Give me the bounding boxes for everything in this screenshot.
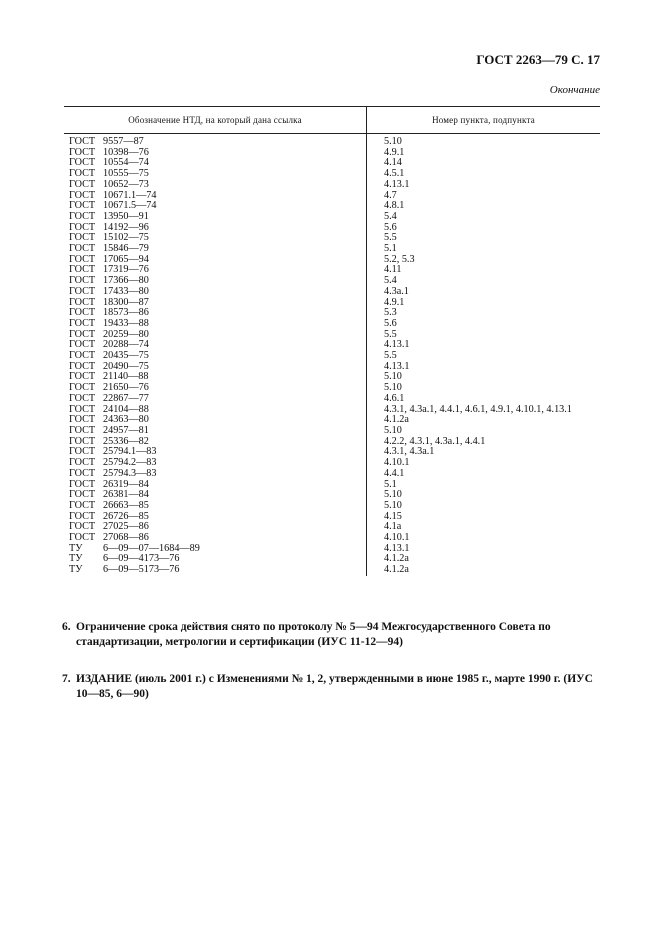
note-6: [62, 620, 607, 650]
clause-cell: 4.3.1, 4.3а.1: [384, 446, 435, 458]
document-prefix: ГОСТ: [69, 371, 96, 383]
table-header-row: [64, 107, 600, 134]
document-number: 21650—76: [103, 382, 149, 394]
document-number: 18300—87: [103, 296, 149, 308]
document-number: 26319—84: [103, 478, 149, 490]
document-prefix: ГОСТ: [69, 435, 96, 447]
clause-cell: 4.9.1: [384, 296, 405, 308]
document-number: 10555—75: [103, 168, 149, 180]
document-number: 10652—73: [103, 178, 149, 190]
document-number: 9557—87: [103, 136, 144, 147]
document-number: 25794.1—83: [103, 446, 157, 458]
document-prefix: ГОСТ: [69, 457, 96, 469]
document-prefix: ГОСТ: [69, 403, 96, 415]
clause-cell: 5.1: [384, 243, 397, 255]
document-number: 13950—91: [103, 210, 149, 222]
document-number: 18573—86: [103, 307, 149, 319]
document-number: 17065—94: [103, 253, 149, 265]
document-prefix: ГОСТ: [69, 392, 96, 404]
document-prefix: ГОСТ: [69, 285, 96, 297]
document-prefix: ГОСТ: [69, 136, 96, 147]
document-number: 24104—88: [103, 403, 149, 415]
document-prefix: ГОСТ: [69, 489, 96, 501]
document-prefix: ГОСТ: [69, 275, 96, 287]
note-number: 7.: [62, 673, 71, 685]
document-number: 25336—82: [103, 435, 149, 447]
clause-cell: 4.13.1: [384, 339, 410, 351]
continuation-label: Окончание: [549, 84, 600, 96]
col-header-clause: Номер пункта, подпункта: [367, 107, 601, 134]
document-prefix: ТУ: [69, 564, 83, 576]
note-text: Ограничение срока действия снято по протоколу № 5—94 Межгосударственного Совета по стандартизации, метрологии и сертификации (ИУС 11-12—94): [76, 621, 551, 648]
document-prefix: ГОСТ: [69, 178, 96, 190]
clause-cell: 5.2, 5.3: [384, 253, 415, 265]
clause-cell: 4.2.2, 4.3.1, 4.3а.1, 4.4.1: [384, 435, 486, 447]
clause-cell: 4.1а: [384, 521, 402, 533]
clause-cell: 4.1.2а: [384, 414, 409, 426]
clause-cell: 5.10: [384, 371, 402, 383]
clause-cell: 5.4: [384, 210, 397, 222]
clause-cell: 4.1.2а: [384, 564, 409, 576]
clause-cell: 5.5: [384, 328, 397, 340]
reference-table: [64, 106, 600, 576]
document-number: 25794.2—83: [103, 457, 157, 469]
document-cell: [64, 565, 367, 576]
document-prefix: ГОСТ: [69, 317, 96, 329]
clause-cell: 4.13.1: [384, 542, 410, 554]
document-number: 6—09—5173—76: [103, 564, 180, 576]
clause-cell: 5.6: [384, 317, 397, 329]
note-number: 6.: [62, 621, 71, 633]
note-7: [62, 672, 607, 702]
document-prefix: ГОСТ: [69, 414, 96, 426]
document-number: 19433—88: [103, 317, 149, 329]
clause-cell: 5.4: [384, 275, 397, 287]
clause-cell: 4.11: [384, 264, 402, 276]
document-prefix: ГОСТ: [69, 328, 96, 340]
document-number: 17319—76: [103, 264, 149, 276]
document-prefix: ГОСТ: [69, 232, 96, 244]
document-prefix: ГОСТ: [69, 510, 96, 522]
clause-cell: 5.10: [384, 499, 402, 511]
document-prefix: ГОСТ: [69, 157, 96, 169]
document-prefix: ГОСТ: [69, 168, 96, 180]
clause-cell: 4.9.1: [384, 146, 405, 158]
clause-cell: 5.10: [384, 424, 402, 436]
clause-cell: 4.4.1: [384, 467, 405, 479]
document-number: 6—09—07—1684—89: [103, 542, 200, 554]
document-prefix: ГОСТ: [69, 360, 96, 372]
clause-cell: 5.6: [384, 221, 397, 233]
clause-cell: 5.10: [384, 382, 402, 394]
document-prefix: ГОСТ: [69, 210, 96, 222]
col-header-document: Обозначение НТД, на который дана ссылка: [64, 107, 367, 134]
document-number: 22867—77: [103, 392, 149, 404]
document-number: 10554—74: [103, 157, 149, 169]
document-prefix: ТУ: [69, 553, 83, 565]
clause-cell: 4.6.1: [384, 392, 405, 404]
table-row: [64, 565, 600, 576]
clause-cell: 4.7: [384, 189, 397, 201]
document-prefix: ГОСТ: [69, 200, 96, 212]
document-prefix: ГОСТ: [69, 467, 96, 479]
document-number: 10671.5—74: [103, 200, 157, 212]
document-cell: [64, 134, 367, 148]
document-prefix: ГОСТ: [69, 307, 96, 319]
document-number: 25794.3—83: [103, 467, 157, 479]
document-prefix: ГОСТ: [69, 253, 96, 265]
document-prefix: ТУ: [69, 542, 83, 554]
document-number: 15846—79: [103, 243, 149, 255]
document-number: 24957—81: [103, 424, 149, 436]
document-number: 6—09—4173—76: [103, 553, 180, 565]
document-prefix: ГОСТ: [69, 264, 96, 276]
clause-cell: 4.10.1: [384, 457, 410, 469]
document-prefix: ГОСТ: [69, 478, 96, 490]
document-number: 20288—74: [103, 339, 149, 351]
document-number: 10398—76: [103, 146, 149, 158]
clause-cell: 4.15: [384, 510, 402, 522]
document-prefix: ГОСТ: [69, 221, 96, 233]
document-prefix: ГОСТ: [69, 382, 96, 394]
clause-cell: 4.10.1: [384, 532, 410, 544]
clause-cell: 4.13.1: [384, 360, 410, 372]
clause-cell: 4.8.1: [384, 200, 405, 212]
document-prefix: ГОСТ: [69, 532, 96, 544]
document-prefix: ГОСТ: [69, 146, 96, 158]
document-number: 26726—85: [103, 510, 149, 522]
table-row: [64, 134, 600, 148]
document-number: 17433—80: [103, 285, 149, 297]
document-prefix: ГОСТ: [69, 296, 96, 308]
clause-cell: 4.13.1: [384, 178, 410, 190]
document-prefix: ГОСТ: [69, 499, 96, 511]
clause-cell: 5.1: [384, 478, 397, 490]
document-number: 20490—75: [103, 360, 149, 372]
document-number: 20435—75: [103, 350, 149, 362]
clause-cell: 4.5.1: [384, 168, 405, 180]
document-prefix: ГОСТ: [69, 339, 96, 351]
document-number: 10671.1—74: [103, 189, 157, 201]
document-prefix: ГОСТ: [69, 446, 96, 458]
clause-cell: 4.1.2а: [384, 553, 409, 565]
clause-cell: 4.3.1, 4.3а.1, 4.4.1, 4.6.1, 4.9.1, 4.10.1, 4.13.1: [384, 403, 572, 415]
document-number: 27025—86: [103, 521, 149, 533]
document-prefix: ГОСТ: [69, 243, 96, 255]
document-number: 26663—85: [103, 499, 149, 511]
clause-cell: 5.3: [384, 307, 397, 319]
page-header: ГОСТ 2263—79 С. 17: [476, 52, 600, 67]
document-number: 17366—80: [103, 275, 149, 287]
clause-cell: 4.3а.1: [384, 285, 409, 297]
document-prefix: ГОСТ: [69, 521, 96, 533]
clause-cell: 5.10: [384, 136, 402, 147]
clause-cell: 5.5: [384, 232, 397, 244]
document-number: 27068—86: [103, 532, 149, 544]
note-text: ИЗДАНИЕ (июль 2001 г.) с Изменениями № 1, 2, утвержденными в июне 1985 г., марте 1990 г. (ИУС 10—85, 6—90): [76, 673, 593, 700]
document-prefix: ГОСТ: [69, 350, 96, 362]
document-prefix: ГОСТ: [69, 189, 96, 201]
document-prefix: ГОСТ: [69, 424, 96, 436]
document-number: 24363—80: [103, 414, 149, 426]
clause-cell: 5.10: [384, 489, 402, 501]
document-number: 15102—75: [103, 232, 149, 244]
clause-cell: 5.5: [384, 350, 397, 362]
document-number: 21140—88: [103, 371, 149, 383]
document-number: 20259—80: [103, 328, 149, 340]
document-number: 14192—96: [103, 221, 149, 233]
clause-cell: 4.14: [384, 157, 402, 169]
document-number: 26381—84: [103, 489, 149, 501]
